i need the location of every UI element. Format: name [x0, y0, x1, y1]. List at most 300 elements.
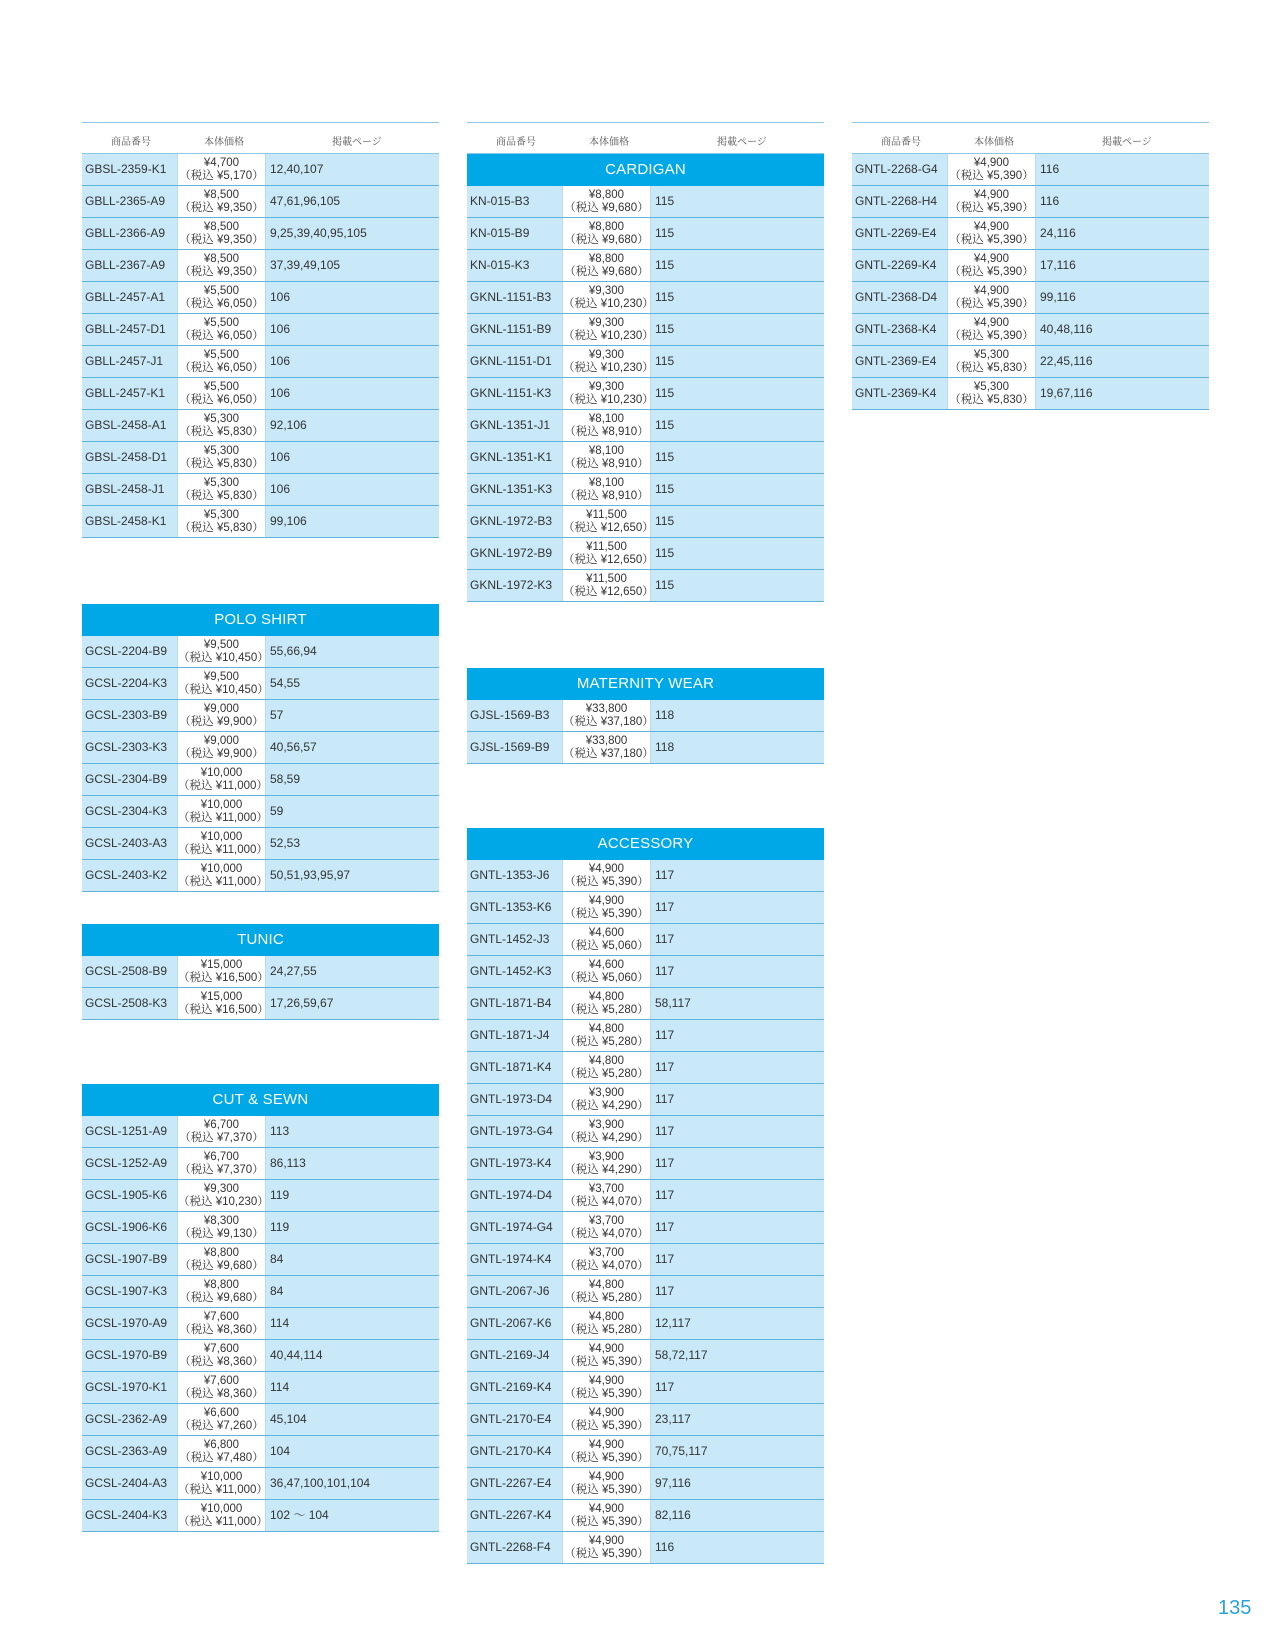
table-row — [467, 538, 824, 570]
base-price: ¥10,000 — [200, 799, 243, 811]
tax-included-price — [178, 1324, 265, 1337]
base-price: ¥8,800 — [203, 1279, 240, 1291]
tax-prefix: （税込 — [949, 330, 987, 342]
tax-included-price — [563, 972, 650, 985]
product-code: GCSL-1970-A9 — [85, 1316, 168, 1330]
tax-included-price — [563, 1548, 650, 1561]
catalog-pages: 12,117 — [655, 1316, 691, 1330]
tax-prefix: （税込 — [564, 1132, 602, 1144]
price-cell — [562, 1244, 651, 1275]
price-cell — [177, 636, 269, 667]
product-section — [852, 154, 1209, 410]
tax-included-price — [563, 298, 654, 311]
base-price: ¥3,900 — [588, 1087, 625, 1099]
table-row — [82, 218, 439, 250]
tax-suffix: ） — [637, 490, 649, 502]
tax-prefix: （税込 — [564, 490, 602, 502]
tax-included-price — [563, 1356, 650, 1369]
table-row — [82, 186, 439, 218]
base-price: ¥5,500 — [203, 317, 240, 329]
tax-suffix: ） — [637, 234, 649, 246]
tax-suffix: ） — [637, 940, 649, 952]
tax-suffix: ） — [642, 554, 654, 566]
tax-prefix: （税込 — [179, 458, 217, 470]
tax-included-price — [563, 522, 654, 535]
product-code: GNTL-2369-K4 — [855, 386, 937, 400]
catalog-pages: 57 — [270, 708, 284, 722]
base-price: ¥4,900 — [588, 1471, 625, 1483]
tax-included-price — [178, 716, 265, 729]
base-price: ¥8,800 — [203, 1247, 240, 1259]
catalog-pages: 106 — [270, 290, 291, 304]
price-cell — [177, 378, 266, 409]
product-code: GCSL-2204-K3 — [85, 676, 168, 690]
base-price: ¥5,500 — [203, 285, 240, 297]
catalog-pages: 117 — [655, 1284, 675, 1298]
tax-prefix: （税込 — [178, 1004, 216, 1016]
base-price: ¥4,900 — [588, 895, 625, 907]
tax-included-price — [563, 1100, 650, 1113]
table-row — [82, 796, 439, 828]
tax-prefix: （税込 — [949, 202, 987, 214]
tax-included-price — [563, 490, 650, 503]
tax-prefix: （税込 — [178, 876, 216, 888]
catalog-pages: 115 — [655, 386, 675, 400]
table-row — [82, 988, 439, 1020]
tax-included-price — [563, 1004, 650, 1017]
base-price: ¥33,800 — [585, 703, 628, 715]
tax-included-price — [178, 780, 268, 793]
tax-suffix: ） — [637, 1388, 649, 1400]
catalog-pages: 58,72,117 — [655, 1348, 708, 1362]
tax-value: ¥9,350 — [217, 266, 253, 278]
tax-suffix: ） — [637, 1036, 649, 1048]
price-cell — [562, 1020, 651, 1051]
tax-suffix: ） — [252, 1260, 264, 1272]
tax-prefix: （税込 — [179, 1420, 217, 1432]
tax-suffix: ） — [637, 972, 649, 984]
tax-suffix: ） — [637, 1452, 649, 1464]
product-code: GNTL-1452-K3 — [470, 964, 552, 978]
tax-value: ¥11,000 — [215, 812, 257, 824]
tax-suffix: ） — [257, 972, 269, 984]
section-title: CARDIGAN — [467, 154, 824, 186]
product-code: GJSL-1569-B3 — [470, 708, 550, 722]
table-row — [82, 700, 439, 732]
tax-value: ¥5,830 — [217, 458, 253, 470]
base-price: ¥11,500 — [586, 509, 627, 521]
base-price: ¥4,900 — [588, 1375, 625, 1387]
table-header — [852, 122, 1209, 154]
tax-value: ¥5,390 — [602, 1388, 638, 1400]
tax-included-price — [178, 1388, 265, 1401]
tax-prefix: （税込 — [564, 266, 602, 278]
tax-prefix: （税込 — [178, 972, 216, 984]
product-code: GNTL-2169-K4 — [470, 1380, 552, 1394]
table-row — [852, 218, 1209, 250]
tax-suffix: ） — [637, 1548, 649, 1560]
tax-value: ¥8,360 — [217, 1356, 253, 1368]
catalog-pages: 45,104 — [270, 1412, 307, 1426]
table-row — [82, 474, 439, 506]
catalog-pages: 106 — [270, 354, 291, 368]
tax-suffix: ） — [252, 1228, 264, 1240]
base-price: ¥15,000 — [200, 991, 243, 1003]
catalog-pages: 117 — [655, 1028, 675, 1042]
price-cell — [177, 700, 266, 731]
tax-prefix: （税込 — [179, 426, 217, 438]
price-cell — [177, 250, 266, 281]
base-price: ¥9,300 — [588, 285, 625, 297]
tax-included-price — [563, 1068, 650, 1081]
base-price: ¥4,900 — [588, 1503, 625, 1515]
tax-prefix: （税込 — [564, 1452, 602, 1464]
product-code: GBLL-2365-A9 — [85, 194, 166, 208]
tax-suffix: ） — [642, 522, 654, 534]
price-cell — [177, 218, 266, 249]
catalog-pages: 117 — [655, 1252, 675, 1266]
tax-prefix: （税込 — [564, 458, 602, 470]
price-cell — [177, 1468, 266, 1499]
tax-included-price — [563, 748, 654, 761]
page-number: 135 — [1218, 1597, 1252, 1619]
tax-suffix: ） — [1022, 394, 1034, 406]
tax-included-price — [178, 266, 265, 279]
catalog-pages: 115 — [655, 322, 675, 336]
price-cell — [562, 442, 651, 473]
tax-prefix: （税込 — [564, 1036, 602, 1048]
catalog-pages: 115 — [655, 482, 675, 496]
catalog-pages: 117 — [655, 868, 675, 882]
tax-included-price — [178, 876, 268, 889]
product-code: KN-015-B3 — [470, 194, 530, 208]
tax-prefix: （税込 — [949, 170, 987, 182]
price-cell — [562, 1084, 651, 1115]
table-row — [467, 186, 824, 218]
catalog-pages: 92,106 — [270, 418, 307, 432]
price-cell — [562, 1276, 651, 1307]
tax-suffix: ） — [637, 1516, 649, 1528]
tax-prefix: （税込 — [564, 1388, 602, 1400]
tax-value: ¥6,050 — [217, 394, 253, 406]
table-row — [467, 378, 824, 410]
base-price: ¥4,900 — [588, 1343, 625, 1355]
price-cell — [177, 1276, 266, 1307]
price-cell — [562, 700, 654, 731]
tax-prefix: （税込 — [178, 1516, 216, 1528]
tax-prefix: （税込 — [179, 1164, 217, 1176]
catalog-pages: 115 — [655, 290, 675, 304]
base-price: ¥9,300 — [588, 349, 625, 361]
table-row — [467, 924, 824, 956]
tax-value: ¥9,900 — [217, 748, 253, 760]
tax-included-price — [178, 1260, 265, 1273]
tax-prefix: （税込 — [563, 748, 601, 760]
tax-included-price — [178, 972, 269, 985]
table-row — [467, 1500, 824, 1532]
catalog-pages: 117 — [655, 1060, 675, 1074]
tax-suffix: ） — [252, 1132, 264, 1144]
price-cell — [177, 668, 269, 699]
catalog-pages: 117 — [655, 932, 675, 946]
catalog-pages: 115 — [655, 546, 675, 560]
catalog-pages: 115 — [655, 194, 675, 208]
base-price: ¥9,500 — [203, 639, 240, 651]
table-row — [82, 346, 439, 378]
catalog-pages: 102 ～ 104 — [270, 1508, 329, 1522]
table-row — [82, 1372, 439, 1404]
price-cell — [562, 506, 654, 537]
product-code: GKNL-1151-B3 — [470, 290, 552, 304]
price-cell — [177, 186, 266, 217]
tax-suffix: ） — [252, 490, 264, 502]
price-cell — [177, 1340, 266, 1371]
table-row — [852, 378, 1209, 410]
price-cell — [562, 1532, 651, 1563]
catalog-pages: 115 — [655, 514, 675, 528]
tax-prefix: （税込 — [179, 1356, 217, 1368]
tax-value: ¥12,650 — [600, 522, 643, 534]
tax-included-price — [178, 394, 265, 407]
price-cell — [562, 1340, 651, 1371]
tax-prefix: （税込 — [179, 298, 217, 310]
tax-prefix: （税込 — [563, 394, 601, 406]
base-price: ¥6,700 — [203, 1151, 240, 1163]
price-cell — [177, 796, 266, 827]
tax-suffix: ） — [1022, 298, 1034, 310]
tax-value: ¥11,000 — [215, 876, 257, 888]
base-price: ¥10,000 — [200, 767, 243, 779]
tax-prefix: （税込 — [179, 170, 217, 182]
table-row — [467, 956, 824, 988]
tax-prefix: （税込 — [564, 1228, 602, 1240]
tax-prefix: （税込 — [949, 362, 987, 374]
base-price: ¥4,900 — [588, 1407, 625, 1419]
tax-suffix: ） — [642, 330, 654, 342]
base-price: ¥9,300 — [588, 317, 625, 329]
price-cell — [562, 378, 654, 409]
catalog-pages: 106 — [270, 386, 291, 400]
tax-value: ¥5,390 — [602, 1484, 638, 1496]
table-row — [82, 1340, 439, 1372]
catalog-pages: 116 — [1040, 194, 1060, 208]
tax-included-price — [178, 1228, 265, 1241]
tax-value: ¥10,230 — [600, 298, 643, 310]
product-code: GBLL-2457-D1 — [85, 322, 166, 336]
table-row — [467, 506, 824, 538]
product-code: GNTL-2368-K4 — [855, 322, 937, 336]
product-code: GNTL-2267-K4 — [470, 1508, 552, 1522]
price-cell — [177, 314, 266, 345]
table-row — [467, 442, 824, 474]
price-cell — [177, 1148, 266, 1179]
tax-included-price — [563, 394, 654, 407]
base-price: ¥8,800 — [588, 221, 625, 233]
catalog-pages: 117 — [655, 1092, 675, 1106]
tax-included-price — [563, 876, 650, 889]
tax-prefix: （税込 — [949, 394, 987, 406]
tax-value: ¥5,830 — [987, 394, 1023, 406]
base-price: ¥8,500 — [203, 221, 240, 233]
tax-included-price — [178, 1292, 265, 1305]
header-price: 本体価格 — [204, 137, 244, 148]
tax-suffix: ） — [637, 876, 649, 888]
base-price: ¥8,500 — [203, 253, 240, 265]
tax-included-price — [563, 1388, 650, 1401]
table-row — [82, 1276, 439, 1308]
tax-prefix: （税込 — [564, 1292, 602, 1304]
header-page: 掲載ページ — [717, 137, 767, 148]
tax-suffix: ） — [252, 394, 264, 406]
price-cell — [177, 1116, 266, 1147]
product-code: GBSL-2458-D1 — [85, 450, 168, 464]
tax-prefix: （税込 — [949, 234, 987, 246]
tax-included-price — [563, 554, 654, 567]
catalog-pages: 119 — [270, 1220, 290, 1234]
tax-suffix: ） — [252, 330, 264, 342]
tax-suffix: ） — [642, 586, 654, 598]
base-price: ¥4,800 — [588, 1023, 625, 1035]
tax-value: ¥5,280 — [602, 1324, 638, 1336]
tax-suffix: ） — [252, 202, 264, 214]
tax-value: ¥5,390 — [987, 202, 1023, 214]
product-code: GKNL-1972-B9 — [470, 546, 553, 560]
base-price: ¥5,300 — [973, 381, 1010, 393]
tax-suffix: ） — [637, 1228, 649, 1240]
table-row — [852, 346, 1209, 378]
base-price: ¥7,600 — [203, 1343, 240, 1355]
tax-included-price — [563, 586, 654, 599]
catalog-pages: 22,45,116 — [1040, 354, 1093, 368]
tax-included-price — [563, 1324, 650, 1337]
tax-suffix: ） — [252, 1388, 264, 1400]
tax-value: ¥8,360 — [217, 1324, 253, 1336]
product-code: GNTL-2267-E4 — [470, 1476, 552, 1490]
price-cell — [562, 474, 651, 505]
price-cell — [947, 314, 1036, 345]
tax-prefix: （税込 — [179, 1324, 217, 1336]
price-cell — [177, 474, 266, 505]
price-cell — [177, 154, 266, 185]
tax-value: ¥8,360 — [217, 1388, 253, 1400]
table-row — [82, 1116, 439, 1148]
tax-suffix: ） — [252, 1324, 264, 1336]
tax-suffix: ） — [637, 908, 649, 920]
table-row — [467, 1148, 824, 1180]
tax-value: ¥9,680 — [217, 1260, 253, 1272]
product-code: GBLL-2367-A9 — [85, 258, 166, 272]
product-code: GNTL-2368-D4 — [855, 290, 938, 304]
tax-prefix: （税込 — [564, 234, 602, 246]
tax-included-price — [178, 490, 265, 503]
tax-value: ¥5,390 — [602, 1356, 638, 1368]
tax-included-price — [178, 330, 265, 343]
price-cell — [562, 1308, 651, 1339]
catalog-pages: 106 — [270, 450, 291, 464]
price-cell — [562, 282, 654, 313]
price-cell — [177, 1180, 269, 1211]
product-code: GNTL-1353-J6 — [470, 868, 550, 882]
tax-suffix: ） — [637, 1164, 649, 1176]
tax-included-price — [563, 330, 654, 343]
base-price: ¥11,500 — [586, 573, 627, 585]
tax-value: ¥8,910 — [602, 426, 638, 438]
tax-prefix: （税込 — [564, 1548, 602, 1560]
tax-included-price — [563, 458, 650, 471]
tax-prefix: （税込 — [179, 394, 217, 406]
header-price: 本体価格 — [589, 137, 629, 148]
tax-suffix: ） — [257, 1004, 269, 1016]
tax-prefix: （税込 — [179, 716, 217, 728]
tax-prefix: （税込 — [563, 522, 601, 534]
catalog-pages: 82,116 — [655, 1508, 691, 1522]
tax-suffix: ） — [637, 1132, 649, 1144]
table-row — [467, 1244, 824, 1276]
base-price: ¥10,000 — [200, 1503, 243, 1515]
tax-suffix: ） — [1022, 362, 1034, 374]
table-row — [82, 828, 439, 860]
catalog-pages: 40,48,116 — [1040, 322, 1093, 336]
header-code: 商品番号 — [111, 137, 151, 148]
tax-suffix: ） — [257, 684, 269, 696]
tax-value: ¥5,280 — [602, 1068, 638, 1080]
tax-value: ¥4,070 — [602, 1228, 638, 1240]
catalog-pages: 58,117 — [655, 996, 691, 1010]
tax-included-price — [948, 298, 1035, 311]
base-price: ¥6,800 — [203, 1439, 240, 1451]
product-code: GNTL-2269-E4 — [855, 226, 937, 240]
table-row — [467, 988, 824, 1020]
tax-included-price — [178, 1356, 265, 1369]
tax-value: ¥5,390 — [987, 170, 1023, 182]
price-cell — [562, 1212, 651, 1243]
catalog-pages: 70,75,117 — [655, 1444, 708, 1458]
header-page: 掲載ページ — [1102, 137, 1152, 148]
product-code: GBSL-2458-J1 — [85, 482, 165, 496]
base-price: ¥6,600 — [203, 1407, 240, 1419]
base-price: ¥5,300 — [973, 349, 1010, 361]
tax-suffix: ） — [252, 522, 264, 534]
catalog-pages: 113 — [270, 1124, 290, 1138]
product-code: GNTL-2369-E4 — [855, 354, 937, 368]
tax-prefix: （税込 — [563, 298, 601, 310]
tax-value: ¥5,280 — [602, 1036, 638, 1048]
tax-value: ¥6,050 — [217, 298, 253, 310]
tax-suffix: ） — [637, 202, 649, 214]
product-code: GNTL-1452-J3 — [470, 932, 550, 946]
product-code: GNTL-2067-J6 — [470, 1284, 550, 1298]
tax-prefix: （税込 — [178, 684, 216, 696]
tax-value: ¥9,680 — [602, 266, 638, 278]
catalog-pages: 12,40,107 — [270, 162, 324, 176]
catalog-pages: 17,116 — [1040, 258, 1076, 272]
price-cell — [177, 282, 266, 313]
base-price: ¥8,100 — [588, 445, 625, 457]
catalog-pages: 115 — [655, 450, 675, 464]
catalog-pages: 36,47,100,101,104 — [270, 1476, 371, 1490]
product-code: GNTL-2170-K4 — [470, 1444, 552, 1458]
tax-prefix: （税込 — [564, 1164, 602, 1176]
base-price: ¥4,900 — [973, 253, 1010, 265]
tax-value: ¥9,680 — [217, 1292, 253, 1304]
base-price: ¥4,600 — [588, 927, 625, 939]
base-price: ¥10,000 — [200, 831, 243, 843]
product-code: GNTL-2170-E4 — [470, 1412, 552, 1426]
product-code: GKNL-1972-B3 — [470, 514, 553, 528]
base-price: ¥8,500 — [203, 189, 240, 201]
section-title: TUNIC — [82, 924, 439, 956]
catalog-pages: 117 — [655, 1220, 675, 1234]
